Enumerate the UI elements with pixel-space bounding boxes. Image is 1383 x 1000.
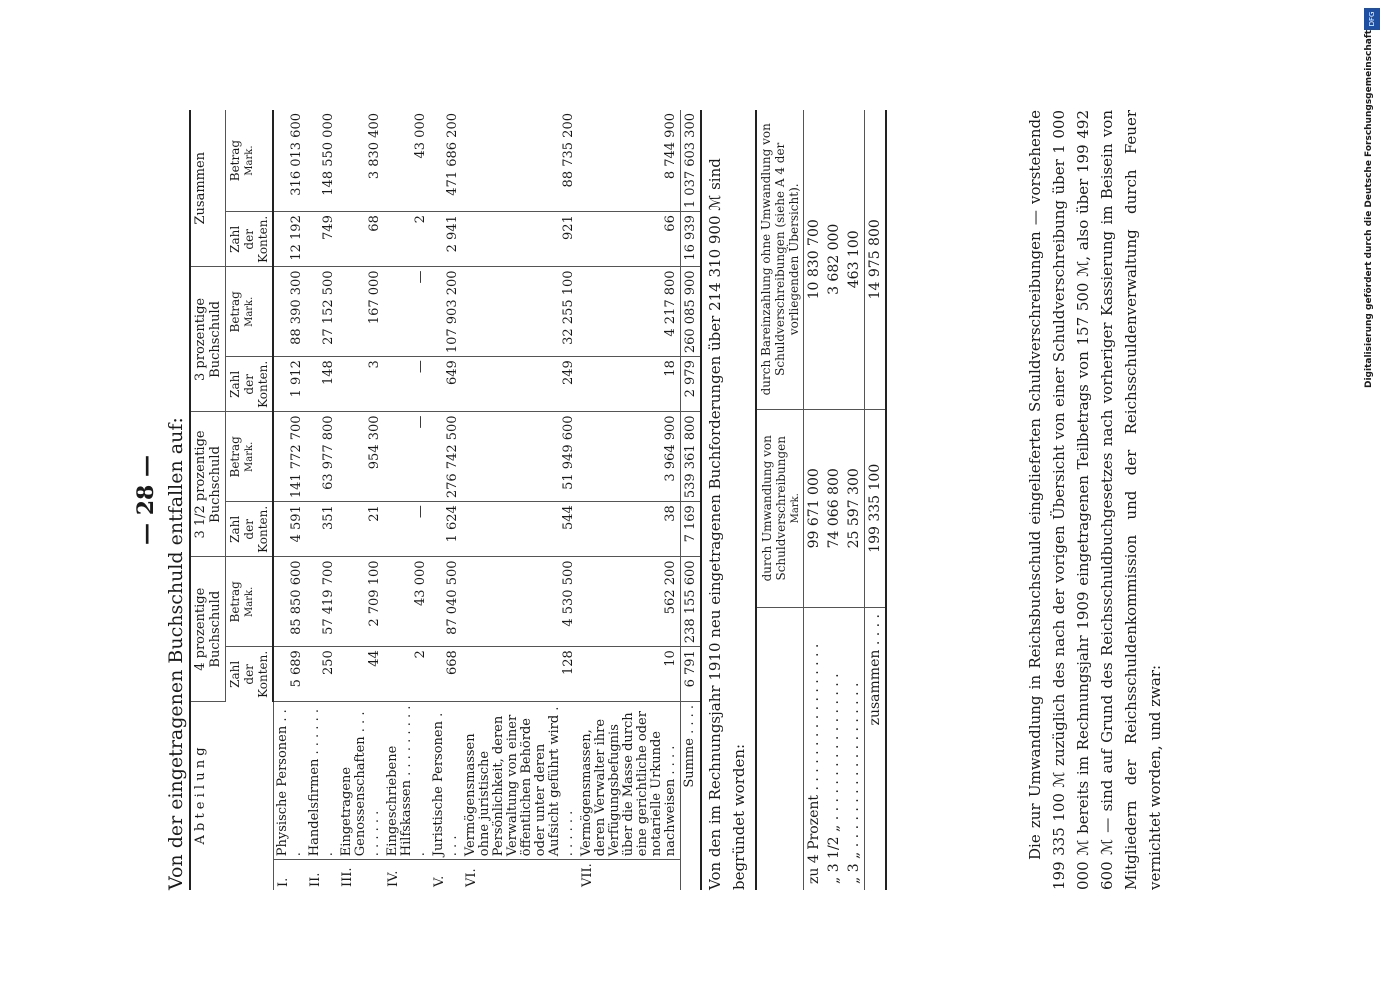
row-label: „ 3 1/2 „ . . . . . . . . . . . . . . . . . [826,673,842,884]
sub-amount: Betrag Mark. [226,110,274,212]
cell: 4 591 [273,502,306,557]
sub-amount: Betrag Mark. [226,267,274,357]
cell: 148 550 000 [306,110,338,212]
sum-row [680,110,701,890]
sub-amount: Betrag Mark. [226,557,274,647]
dfg-credit: Digitalisierung gefördert durch die Deutsche Forschungsgemeinschaft [1364,29,1374,388]
table-row [844,110,865,890]
cell: 44 [338,647,384,702]
cell: 5 689 [273,647,306,702]
cell: 10 830 700 [804,110,825,409]
group-3pct: 3 prozentige Buchschuld [190,267,226,412]
cell: 260 085 900 [680,267,701,357]
cell: 32 255 100 [462,267,578,357]
cell: 128 [462,647,578,702]
cell: 1 037 603 300 [680,110,701,212]
total-label: zusammen . . . . [865,608,887,891]
row-label: Eingetragene Genossenschaften . . . . . . . . . [338,701,384,859]
cell: 88 390 300 [273,267,306,357]
cell: 63 977 800 [306,412,338,502]
cell: 87 040 500 [430,557,462,647]
row-label: Eingeschriebene Hilfskassen . . . . . . . . . . [384,701,430,859]
cell: 14 975 800 [865,110,887,409]
cell: 141 772 700 [273,412,306,502]
cell: 21 [338,502,384,557]
conv-header-bareinzahlung: durch Bareinzahlung ohne Umwandlung von Schuldverschreibungen (siehe A 4 der vorliegenden Übersicht). [756,110,804,409]
row-label: Handelsfirmen . . . . . . . [306,701,338,859]
row-roman: IV. [385,870,401,887]
cell: 148 [306,357,338,412]
row-roman: II. [307,872,323,887]
row-roman: VII. [579,863,595,887]
cell: — [384,357,430,412]
table-row [384,110,430,890]
cell: 351 [306,502,338,557]
cell: 199 335 100 [865,409,887,607]
cell: 250 [306,647,338,702]
cell: 167 000 [338,267,384,357]
cell: 6 791 [680,647,701,702]
conv-header-umwandlung: durch Umwandlung von Schuldverschreibungen Mark. [756,409,804,607]
cell: 471 686 200 [430,110,462,212]
cell: 66 [578,212,681,267]
cell: 7 169 [680,502,701,557]
cell: 2 [384,647,430,702]
cell: 649 [430,357,462,412]
paragraph-umwandlung: Die zur Umwandlung in Reichsbuchschuld eingelieferten Schuldverschreibungen — vorstehende 199 335 100 ℳ zuzüglich des nach der vorigen Übersicht von einer Schuldverschreibung über 1 000 000 ℳ bereits im Rechnungsjahr 1909 eingetragenen Teilbetrags von 157 500 ℳ, also über 199 492 600 ℳ — sind auf Grund des Reichsschuldbuchgesetzes nach vorheriger Kassierung im Beisein von Mitgliedern der Reichsschuldenkommission und der Reichsschuldenverwaltung durch Feuer vernichtet worden, und zwar: [1026,110,1164,890]
cell: 463 100 [844,110,865,409]
sub-count: Zahl der Konten. [226,212,274,267]
sub-amount: Betrag Mark. [226,412,274,502]
cell: 25 597 300 [844,409,865,607]
cell: 16 939 [680,212,701,267]
cell: 4 530 500 [462,557,578,647]
sub-count: Zahl der Konten. [226,502,274,557]
cell: 2 979 [680,357,701,412]
cell: 668 [430,647,462,702]
group-total: Zusammen [190,110,226,267]
table-row [824,110,844,890]
cell: 27 152 500 [306,267,338,357]
row-roman: III. [339,867,355,887]
cell: 3 964 900 [578,412,681,502]
row-label: „ 3 „ . . . . . . . . . . . . . . . . . . . [846,682,862,884]
table-row [273,110,306,890]
table-row [430,110,462,890]
row-label: zu 4 Prozent . . . . . . . . . . . . . . . . . [806,643,822,884]
cell: 43 000 [384,557,430,647]
table-heading: Von der eingetragenen Buchschuld entfallen auf: [165,417,187,890]
conv-header-blank [756,608,804,891]
cell: — [384,412,430,502]
cell: 107 903 200 [430,267,462,357]
cell: 954 300 [338,412,384,502]
cell: 68 [338,212,384,267]
paragraph-neu-eingetragen: Von den im Rechnungsjahr 1910 neu eingetragenen Buchforderungen über 214 310 900 ℳ sind begründet worden: [706,158,748,890]
cell: 3 682 000 [824,110,844,409]
cell: 10 [578,647,681,702]
group-4pct: 4 prozentige Buchschuld [190,557,226,702]
cell: 85 850 600 [273,557,306,647]
cell: 1 624 [430,502,462,557]
cell: 3 830 400 [338,110,384,212]
cell: 38 [578,502,681,557]
abteilung-header: A b t e i l u n g [190,701,273,890]
cell: 3 [338,357,384,412]
cell: 749 [306,212,338,267]
cell: 2 709 100 [338,557,384,647]
cell: 51 949 600 [462,412,578,502]
cell: — [384,502,430,557]
cell: 12 192 [273,212,306,267]
row-label: Vermögensmassen, deren Verwalter ihre Verfügungsbefugnis über die Masse durch eine gerichtliche oder notarielle Urkunde nachweisen . . . . [578,701,681,859]
cell: 4 217 800 [578,267,681,357]
row-roman: V. [431,875,447,887]
cell: 18 [578,357,681,412]
rotated-page [133,110,1275,890]
cell: 276 742 500 [430,412,462,502]
cell: 249 [462,357,578,412]
table-row [804,110,825,890]
cell: 562 200 [578,557,681,647]
total-row [865,110,887,890]
sum-label: Summe . . . . [680,701,701,890]
conversion-table [755,110,887,890]
row-roman: I. [275,877,291,887]
cell: 43 000 [384,110,430,212]
row-roman: VI. [463,868,479,887]
cell: 1 912 [273,357,306,412]
cell: 99 671 000 [804,409,825,607]
dfg-sidebar [1364,8,1380,393]
cell: 8 744 900 [578,110,681,212]
table-row [306,110,338,890]
cell: — [384,267,430,357]
group-35pct: 3 1/2 prozentige Buchschuld [190,412,226,557]
cell: 2 [384,212,430,267]
cell: 57 419 700 [306,557,338,647]
row-label: Vermögensmassen ohne juristische Persönlichkeit, deren Verwaltung von einer öffentlichen Behörde oder unter deren Aufsicht geführt wird . . . . . . . [462,701,578,859]
buchschuld-table [189,110,702,890]
cell: 74 066 800 [824,409,844,607]
cell: 88 735 200 [462,110,578,212]
cell: 544 [462,502,578,557]
row-label: Juristische Personen . . . . [430,701,462,859]
dfg-logo-icon: DFG [1364,8,1380,30]
sub-count: Zahl der Konten. [226,357,274,412]
cell: 316 013 600 [273,110,306,212]
cell: 2 941 [430,212,462,267]
table-row [462,110,578,890]
cell: 539 361 800 [680,412,701,502]
table-row [578,110,681,890]
sub-count: Zahl der Konten. [226,647,274,702]
table-row [338,110,384,890]
page-number: — 28 — [133,455,159,545]
row-label: Physische Personen . . . [273,701,306,859]
cell: 238 155 600 [680,557,701,647]
cell: 921 [462,212,578,267]
